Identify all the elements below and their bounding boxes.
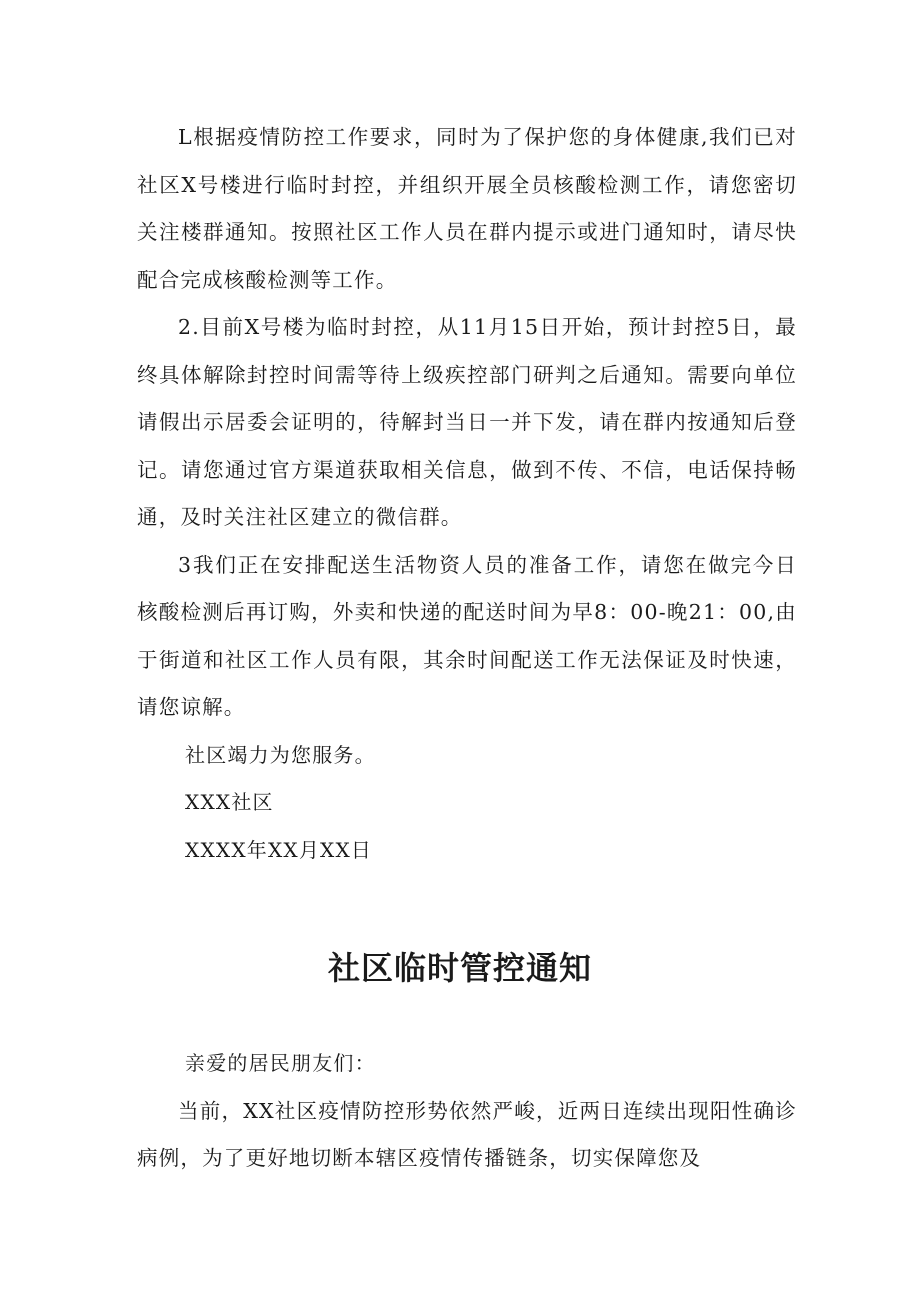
paragraph-3: 3我们正在安排配送生活物资人员的准备工作，请您在做完今日核酸检测后再订购，外卖和快递的配送时间为早8：00-晚21：00,由于街道和社区工作人员有限，其余时间配送工作无法保证及时快速，请您谅解。	[137, 552, 797, 719]
notice-title: 社区临时管控通知	[327, 949, 592, 987]
paragraph-2: 2.目前X号楼为临时封控，从11月15日开始，预计封控5日，最终具体解除封控时间需等待上级疾控部门研判之后通知。需要向单位请假出示居委会证明的，待解封当日一并下发，请在群内按通知后登记。请您通过官方渠道获取相关信息，做到不传、不信，电话保持畅通，及时关注社区建立的微信群。	[137, 315, 797, 529]
date-line: XXXX年XX月XX日	[185, 837, 373, 862]
closing-line: 社区竭力为您服务。	[185, 742, 376, 767]
notice-body	[137, 114, 797, 874]
second-notice-body	[137, 1040, 797, 1183]
greeting-line: 亲爱的居民朋友们：	[185, 1051, 376, 1075]
paragraph-1: L根据疫情防控工作要求，同时为了保护您的身体健康,我们已对社区X号楼进行临时封控，并组织开展全员核酸检测工作，请您密切关注楼群通知。按照社区工作人员在群内提示或进门通知时，请尽快配合完成核酸检测等工作。	[137, 125, 797, 292]
signature-line: XXX社区	[185, 790, 274, 814]
second-paragraph-1: 当前，XX社区疫情防控形势依然严峻，近两日连续出现阳性确诊病例，为了更好地切断本辖区疫情传播链条，切实保障您及	[137, 1098, 797, 1170]
